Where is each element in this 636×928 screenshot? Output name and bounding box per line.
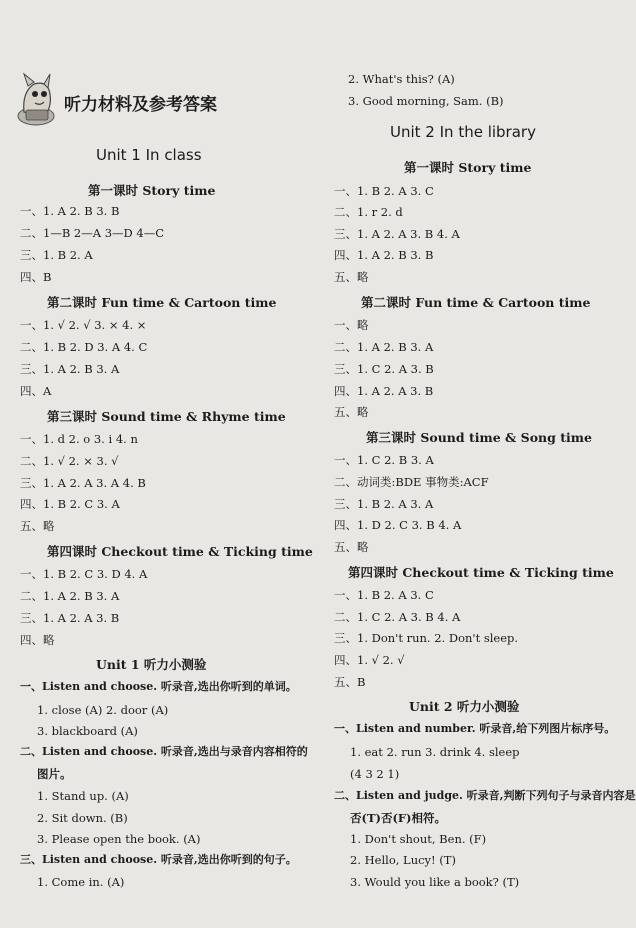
answer-line: 三、1. B 2. A bbox=[20, 248, 93, 262]
answer-line: 否(T)否(F)相符。 bbox=[350, 811, 446, 825]
answer-line: 四、1. A 2. A 3. B bbox=[334, 384, 434, 398]
answer-line: 2. What's this? (A) bbox=[348, 72, 455, 86]
page-title: 听力材料及参考答案 bbox=[64, 95, 217, 115]
answer-line: 二、1—B 2—A 3—D 4—C bbox=[20, 226, 165, 240]
answer-line: 2. Sit down. (B) bbox=[37, 811, 128, 825]
answer-line: 一、Listen and number. 听录音,给下列图片标序号。 bbox=[334, 722, 616, 735]
answer-line: 二、动词类:BDE 事物类:ACF bbox=[334, 475, 489, 489]
answer-line: 二、1. r 2. d bbox=[334, 205, 403, 219]
answer-line: 三、1. A 2. A 3. A 4. B bbox=[20, 476, 146, 490]
answer-line: 三、1. Don't run. 2. Don't sleep. bbox=[334, 631, 519, 645]
answer-line: 四、1. D 2. C 3. B 4. A bbox=[334, 518, 462, 532]
answer-line: 四、1. B 2. C 3. A bbox=[20, 497, 120, 511]
answer-line: 二、1. √ 2. × 3. √ bbox=[20, 454, 119, 468]
answer-line: 四、B bbox=[20, 270, 52, 284]
answer-line: 二、Listen and choose. 听录音,选出与录音内容相符的 bbox=[20, 745, 308, 758]
unit1-lesson4-title: 第四课时 Checkout time & Ticking time bbox=[47, 544, 313, 559]
answer-line: 三、1. A 2. B 3. A bbox=[20, 362, 120, 376]
answer-line: 二、1. B 2. D 3. A 4. C bbox=[20, 340, 148, 354]
answer-line: 图片。 bbox=[37, 767, 72, 781]
answer-line: 一、1. B 2. C 3. D 4. A bbox=[20, 567, 148, 581]
answer-line: 二、1. C 2. A 3. B 4. A bbox=[334, 610, 461, 624]
answer-line: (4 3 2 1) bbox=[350, 767, 400, 781]
answer-line: 四、略 bbox=[20, 633, 55, 647]
answer-line: 一、Listen and choose. 听录音,选出你听到的单词。 bbox=[20, 680, 297, 693]
answer-line: 1. Come in. (A) bbox=[37, 875, 125, 889]
answer-line: 三、1. C 2. A 3. B bbox=[334, 362, 434, 376]
answer-line: 五、略 bbox=[334, 270, 369, 284]
unit2-test-title: Unit 2 听力小测验 bbox=[409, 699, 520, 714]
answer-line: 3. Please open the book. (A) bbox=[37, 832, 201, 846]
answer-line: 五、B bbox=[334, 675, 366, 689]
answer-line: 四、A bbox=[20, 384, 52, 398]
answer-line: 二、1. A 2. B 3. A bbox=[20, 589, 120, 603]
answer-line: 二、Listen and judge. 听录音,判断下列句子与录音内容是 bbox=[334, 789, 636, 802]
answer-line: 2. Hello, Lucy! (T) bbox=[350, 853, 456, 867]
answer-line: 一、1. B 2. A 3. C bbox=[334, 184, 434, 198]
unit2-lesson3-title: 第三课时 Sound time & Song time bbox=[366, 430, 592, 445]
answer-line: 四、1. A 2. B 3. B bbox=[334, 248, 434, 262]
unit1-test-title: Unit 1 听力小测验 bbox=[96, 657, 207, 672]
unit1-title: Unit 1 In class bbox=[96, 146, 202, 164]
unit2-title: Unit 2 In the library bbox=[390, 123, 536, 141]
answer-line: 一、略 bbox=[334, 318, 369, 332]
answer-line: 1. Stand up. (A) bbox=[37, 789, 129, 803]
answer-line: 一、1. d 2. o 3. i 4. n bbox=[20, 432, 138, 446]
unit2-lesson1-title: 第一课时 Story time bbox=[404, 160, 532, 175]
answer-line: 三、1. B 2. A 3. A bbox=[334, 497, 434, 511]
answer-line: 五、略 bbox=[334, 405, 369, 419]
answer-line: 3. blackboard (A) bbox=[37, 724, 138, 738]
answer-line: 1. Don't shout, Ben. (F) bbox=[350, 832, 487, 846]
unit1-lesson3-title: 第三课时 Sound time & Rhyme time bbox=[47, 409, 286, 424]
page-header bbox=[14, 72, 274, 132]
answer-line: 一、1. C 2. B 3. A bbox=[334, 453, 434, 467]
answer-line: 三、1. A 2. A 3. B bbox=[20, 611, 120, 625]
answer-line: 一、1. √ 2. √ 3. × 4. × bbox=[20, 318, 147, 332]
answer-line: 二、1. A 2. B 3. A bbox=[334, 340, 434, 354]
answer-line: 五、略 bbox=[334, 540, 369, 554]
answer-line: 1. close (A) 2. door (A) bbox=[37, 703, 169, 717]
unit2-lesson4-title: 第四课时 Checkout time & Ticking time bbox=[348, 565, 614, 580]
answer-line: 五、略 bbox=[20, 519, 55, 533]
answer-line: 1. eat 2. run 3. drink 4. sleep bbox=[350, 745, 520, 759]
answer-line: 一、1. A 2. B 3. B bbox=[20, 204, 120, 218]
answer-line: 3. Would you like a book? (T) bbox=[350, 875, 520, 889]
answer-line: 三、Listen and choose. 听录音,选出你听到的句子。 bbox=[20, 853, 297, 866]
answer-line: 一、1. B 2. A 3. C bbox=[334, 588, 434, 602]
cartoon-mascot-icon bbox=[14, 72, 60, 128]
answer-line: 3. Good morning, Sam. (B) bbox=[348, 94, 504, 108]
unit1-lesson1-title: 第一课时 Story time bbox=[88, 183, 216, 198]
answer-line: 三、1. A 2. A 3. B 4. A bbox=[334, 227, 460, 241]
unit2-lesson2-title: 第二课时 Fun time & Cartoon time bbox=[361, 295, 591, 310]
answer-line: 四、1. √ 2. √ bbox=[334, 653, 405, 667]
unit1-lesson2-title: 第二课时 Fun time & Cartoon time bbox=[47, 295, 277, 310]
